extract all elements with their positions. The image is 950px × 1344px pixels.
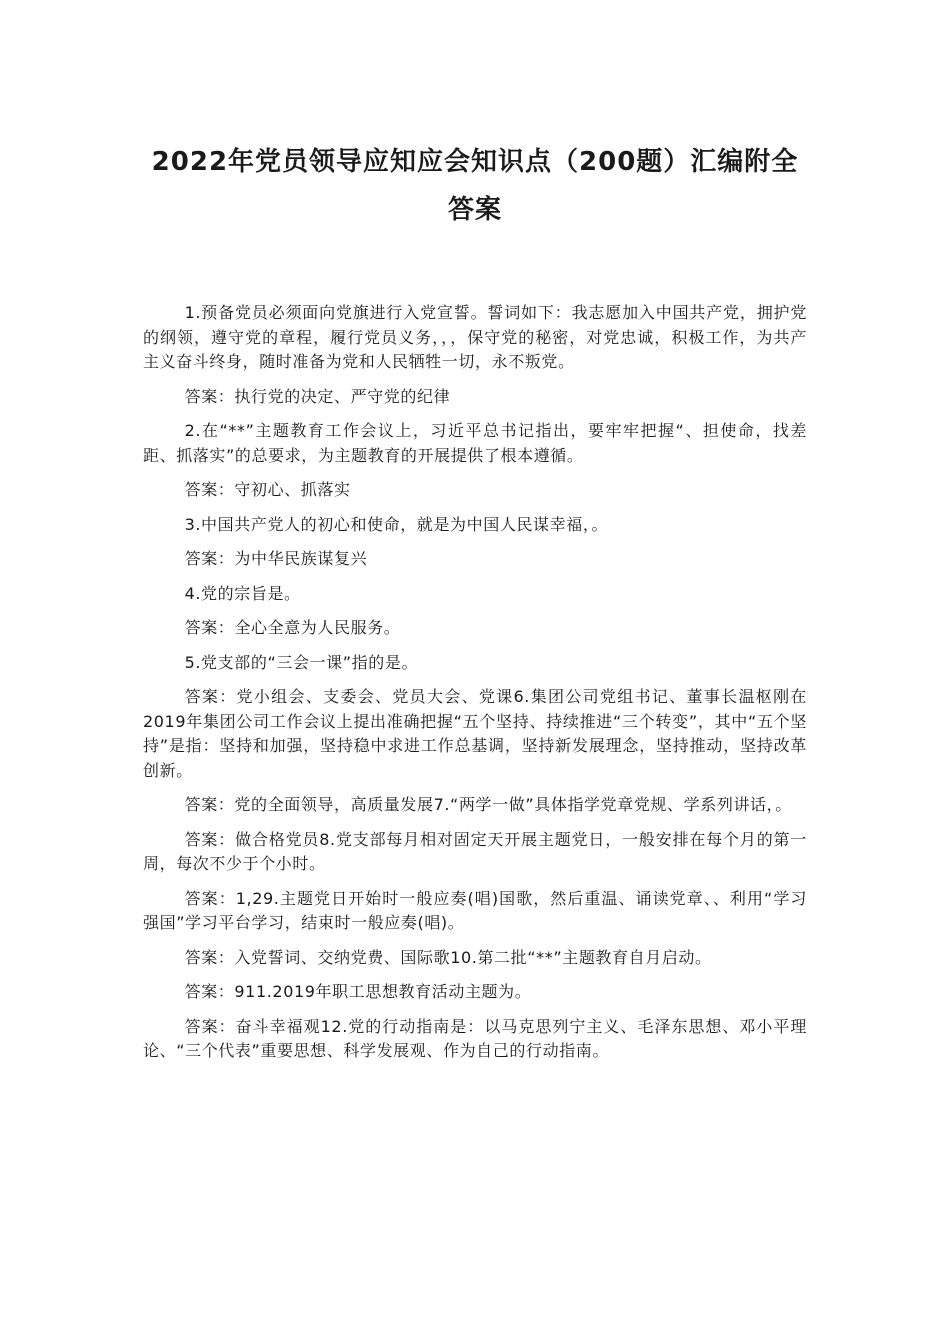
paragraph-q3: 3.中国共产党人的初心和使命，就是为中国人民谋幸福，。	[184, 514, 609, 534]
paragraph-a4: 答案：全心全意为人民服务。	[184, 618, 401, 637]
paragraph-a7-q8: 答案：做合格党员8.党支部每月相对固定天开展主题党日，一般安排在每个月的第一周，每次不少于个小时。	[143, 829, 807, 873]
paragraph-a3: 答案：为中华民族谋复兴	[184, 549, 368, 568]
paragraph-a10-q11: 答案：911.2019年职工思想教育活动主题为。	[184, 982, 532, 1001]
paragraph-a2: 答案：守初心、抓落实	[184, 480, 351, 499]
paragraph-q2: 2.在“**”主题教育工作会议上，习近平总书记指出，要牢牢把握“、担使命，找差距、抓落实”的总要求，为主题教育的开展提供了根本遵循。	[143, 421, 807, 465]
paragraph-a11-q12: 答案：奋斗幸福观12.党的行动指南是：以马克思列宁主义、毛泽东思想、邓小平理论、“三个代表”重要思想、科学发展观、作为自己的行动指南。	[143, 1016, 807, 1060]
paragraph-q1: 1.预备党员必须面向党旗进行入党宣誓。誓词如下：我志愿加入中国共产党，拥护党的纲领，遵守党的章程，履行党员义务，，，保守党的秘密，对党忠诚，积极工作，为共产主义奋斗终身，随时准备为党和人民牺牲一切，永不叛党。	[143, 303, 807, 371]
paragraph-q4: 4.党的宗旨是。	[184, 583, 301, 603]
paragraph-a6-q7: 答案：党的全面领导，高质量发展7.“两学一做”具体指学党章党规、学系列讲话，。	[184, 795, 792, 814]
paragraph-q5: 5.党支部的“三会一课”指的是。	[184, 652, 419, 672]
paragraph-a8-q9: 答案：1,29.主题党日开始时一般应奏(唱)国歌，然后重温、诵读党章、、利用“学习强国”学习平台学习，结束时一般应奏(唱)。	[143, 888, 807, 932]
paragraph-a9-q10: 答案：入党誓词、交纳党费、国际歌10.第二批“**”主题教育自月启动。	[184, 947, 712, 967]
document-title: 2022年党员领导应知应会知识点（200题）汇编附全答案	[151, 147, 799, 225]
document-body	[143, 301, 807, 1074]
paragraph-a5-q6: 答案：党小组会、支委会、党员大会、党课6.集团公司党组书记、董事长温枢刚在2019年集团公司工作会议上提出准确把握“五个坚持、持续推进“三个转变”，其中“五个坚持”是指：坚持和加强，坚持稳中求进工作总基调，坚持新发展理念，坚持推动，坚持改革创新。	[143, 687, 807, 780]
paragraph-a1: 答案：执行党的决定、严守党的纪律	[184, 386, 451, 406]
